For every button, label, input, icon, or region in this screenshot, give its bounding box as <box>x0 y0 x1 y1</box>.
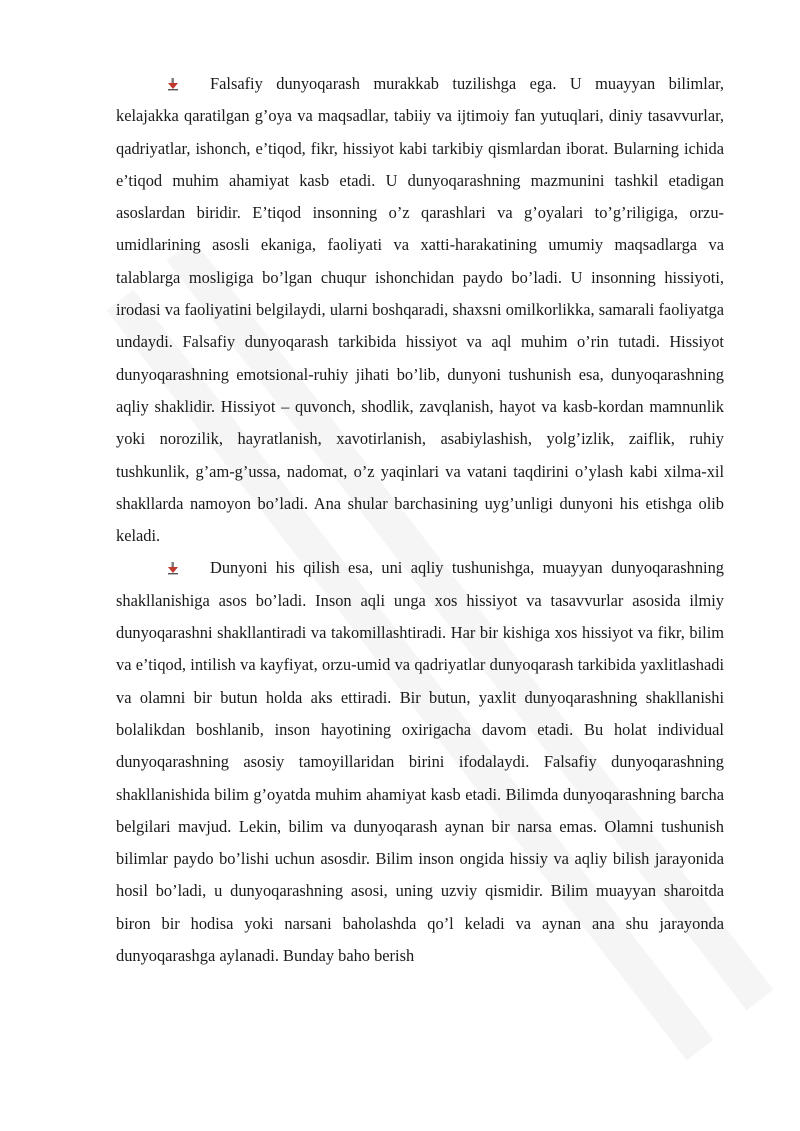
arrow-down-bullet-icon <box>166 77 180 91</box>
paragraph-2-text: Dunyoni his qilish esa, uni aqliy tushunishga, muayyan dunyoqarashning shakllanishiga asos bo’ladi. Inson aqli unga xos hissiyot va tasavvurlar asosida ilmiy dunyoqarashni shakllantiradi va takomillashtiradi. Har bir kishiga xos hissiyot va fikr, bilim va e’tiqod, intilish va kayfiyat, orzu-umid va qadriyatlar dunyoqarash tarkibida yaxlitlashadi va olamni bir butun holda aks ettiradi. Bir butun, yaxlit dunyoqarashning shakllanishi bolalikdan boshlanib, inson hayotining oxirigacha davom etadi. Bu holat individual dunyoqarashning asosiy tamoyillaridan birini ifodalaydi. Falsafiy dunyoqarashning shakllanishida bilim g’oyatda muhim ahamiyat kasb etadi. Bilimda dunyoqarashning barcha belgilari mavjud. Lekin, bilim va dunyoqarash aynan bir narsa emas. Olamni tushunish bilimlar paydo bo’lishi uchun asosdir. Bilim inson ongida hissiy va aqliy bilish jarayonida hosil bo’ladi, u dunyoqarashning asosi, uning uzviy qismidir. Bilim muayyan sharoitda biron bir hodisa yoki narsani baholashda qo’l keladi va aynan ana shu jarayonda dunyoqarashga aylanadi. Bunday baho berish <box>116 558 724 966</box>
document-page <box>116 68 724 972</box>
paragraph-2 <box>116 552 724 972</box>
paragraph-1 <box>116 68 724 552</box>
arrow-down-bullet-icon <box>166 561 180 575</box>
paragraph-1-text: Falsafiy dunyoqarash murakkab tuzilishga ega. U muayyan bilimlar, kelajakka qaratilgan g’oya va maqsadlar, tabiiy va ijtimoiy fan yutuqlari, diniy tasavvurlar, qadriyatlar, ishonch, e’tiqod, fikr, hissiyot kabi tarkibiy qismlardan iborat. Bularning ichida e’tiqod muhim ahamiyat kasb etadi. U dunyoqarashning mazmunini tashkil etadigan asoslardan biridir. E’tiqod insonning o’z qarashlari va g’oyalari to’g’riligiga, orzu-umidlarining asosli ekaniga, faoliyati va xatti-harakatining umumiy maqsadlarga va talablarga mosligiga bo’lgan chuqur ishonchidan paydo bo’ladi. U insonning hissiyoti, irodasi va faoliyatini belgilaydi, ularni boshqaradi, shaxsni omilkorlikka, samarali faoliyatga undaydi. Falsafiy dunyoqarash tarkibida hissiyot va aql muhim o’rin tutadi. Hissiyot dunyoqarashning emotsional-ruhiy jihati bo’lib, dunyoni tushunish esa, dunyoqarashning aqliy shaklidir. Hissiyot – quvonch, shodlik, zavqlanish, hayot va kasb-kordan mamnunlik yoki norozilik, hayratlanish, xavotirlanish, asabiylashish, yolg’izlik, zaiflik, ruhiy tushkunlik, g’am-g’ussa, nadomat, o’z yaqinlari va vatani taqdirini o’ylash kabi xilma-xil shakllarda namoyon bo’ladi. Ana shular barchasining uyg’unligi dunyoni his etishga olib keladi. <box>116 74 724 546</box>
